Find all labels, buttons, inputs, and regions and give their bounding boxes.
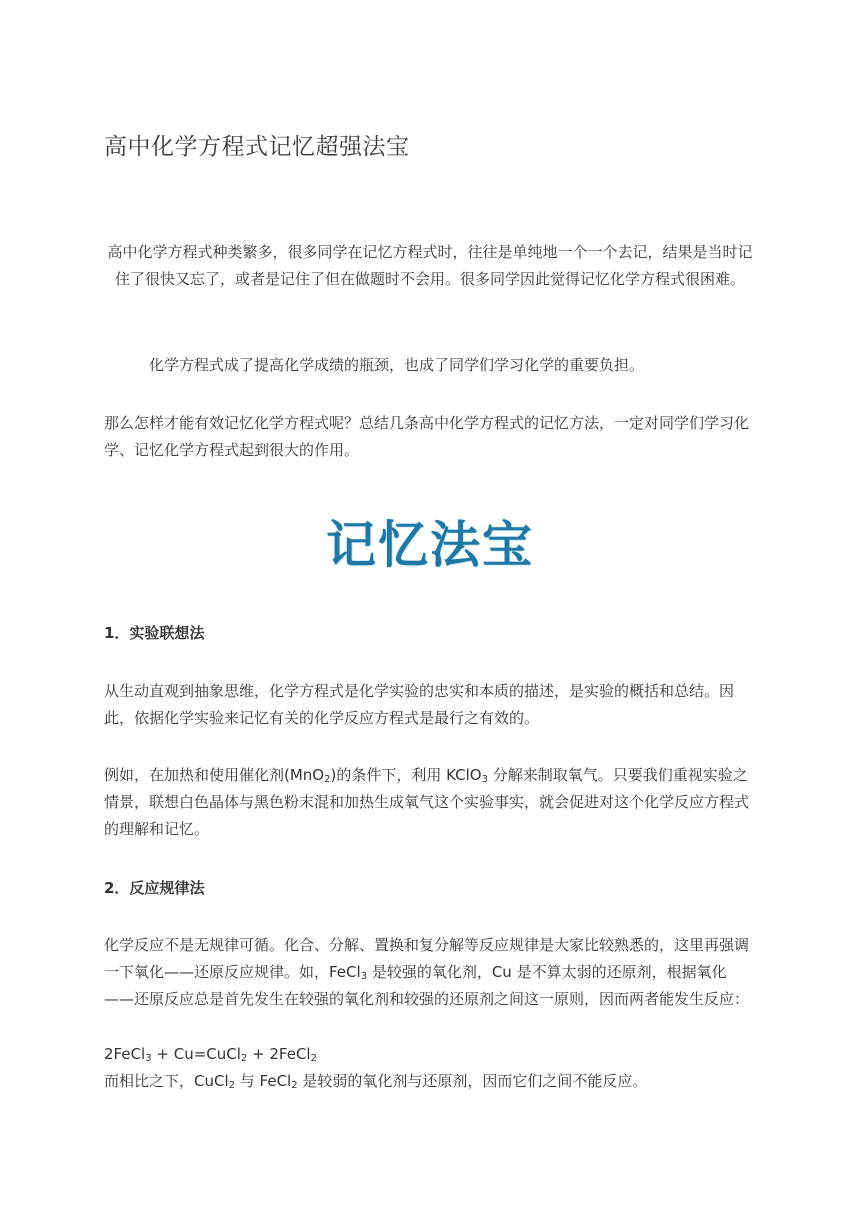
section-1-paragraph-2: 例如，在加热和使用催化剂(MnO$_2$)的条件下，利用 KClO$_3$ 分解来制取氧气。只要我们重视实验之情景，联想白色晶体与黑色粉末混和加热生成氧气这个实验事实，就会促进对这个化学反应方程式的理解和记忆。 xyxy=(104,766,750,838)
section-1-heading: 1．实验联想法 xyxy=(104,624,205,642)
section-2-paragraph-2: 而相比之下，CuCl$_2$ 与 FeCl$_2$ 是较弱的氧化剂与还原剂，因而它们之间不能反应。 xyxy=(104,1072,648,1091)
intro-paragraph-3: 那么怎样才能有效记忆化学方程式呢？总结几条高中化学方程式的记忆方法，一定对同学们学习化学、记忆化学方程式起到很大的作用。 xyxy=(104,414,750,459)
section-2-paragraph-1: 化学反应不是无规律可循。化合、分解、置换和复分解等反应规律是大家比较熟悉的，这里再强调一下氧化——还原反应规律。如，FeCl$_3$ 是较强的氧化剂，Cu 是不算太弱的还原剂，根据氧化——还原反应总是首先发生在较强的氧化剂和较强的还原剂之间这一原则，因而两者能发生反应： xyxy=(104,936,750,1008)
reaction-equation: 2FeCl$_3$ + Cu=CuCl$_2$ + 2FeCl$_2$ xyxy=(104,1045,317,1064)
intro-paragraph-2: 化学方程式成了提高化学成绩的瓶颈，也成了同学们学习化学的重要负担。 xyxy=(149,356,645,374)
page-title: 高中化学方程式记忆超强法宝 xyxy=(104,134,410,160)
intro-paragraph-1: 高中化学方程式种类繁多，很多同学在记忆方程式时，往往是单纯地一个一个去记，结果是当时记住了很快又忘了，或者是记住了但在做题时不会用。很多同学因此觉得记忆化学方程式很困难。 xyxy=(107,243,753,288)
section-1-paragraph-1: 从生动直观到抽象思维，化学方程式是化学实验的忠实和本质的描述，是实验的概括和总结。因此，依据化学实验来记忆有关的化学反应方程式是最行之有效的。 xyxy=(104,682,735,727)
section-2-heading: 2．反应规律法 xyxy=(104,879,205,897)
memory-banner-image: 记忆法宝 xyxy=(326,515,534,574)
